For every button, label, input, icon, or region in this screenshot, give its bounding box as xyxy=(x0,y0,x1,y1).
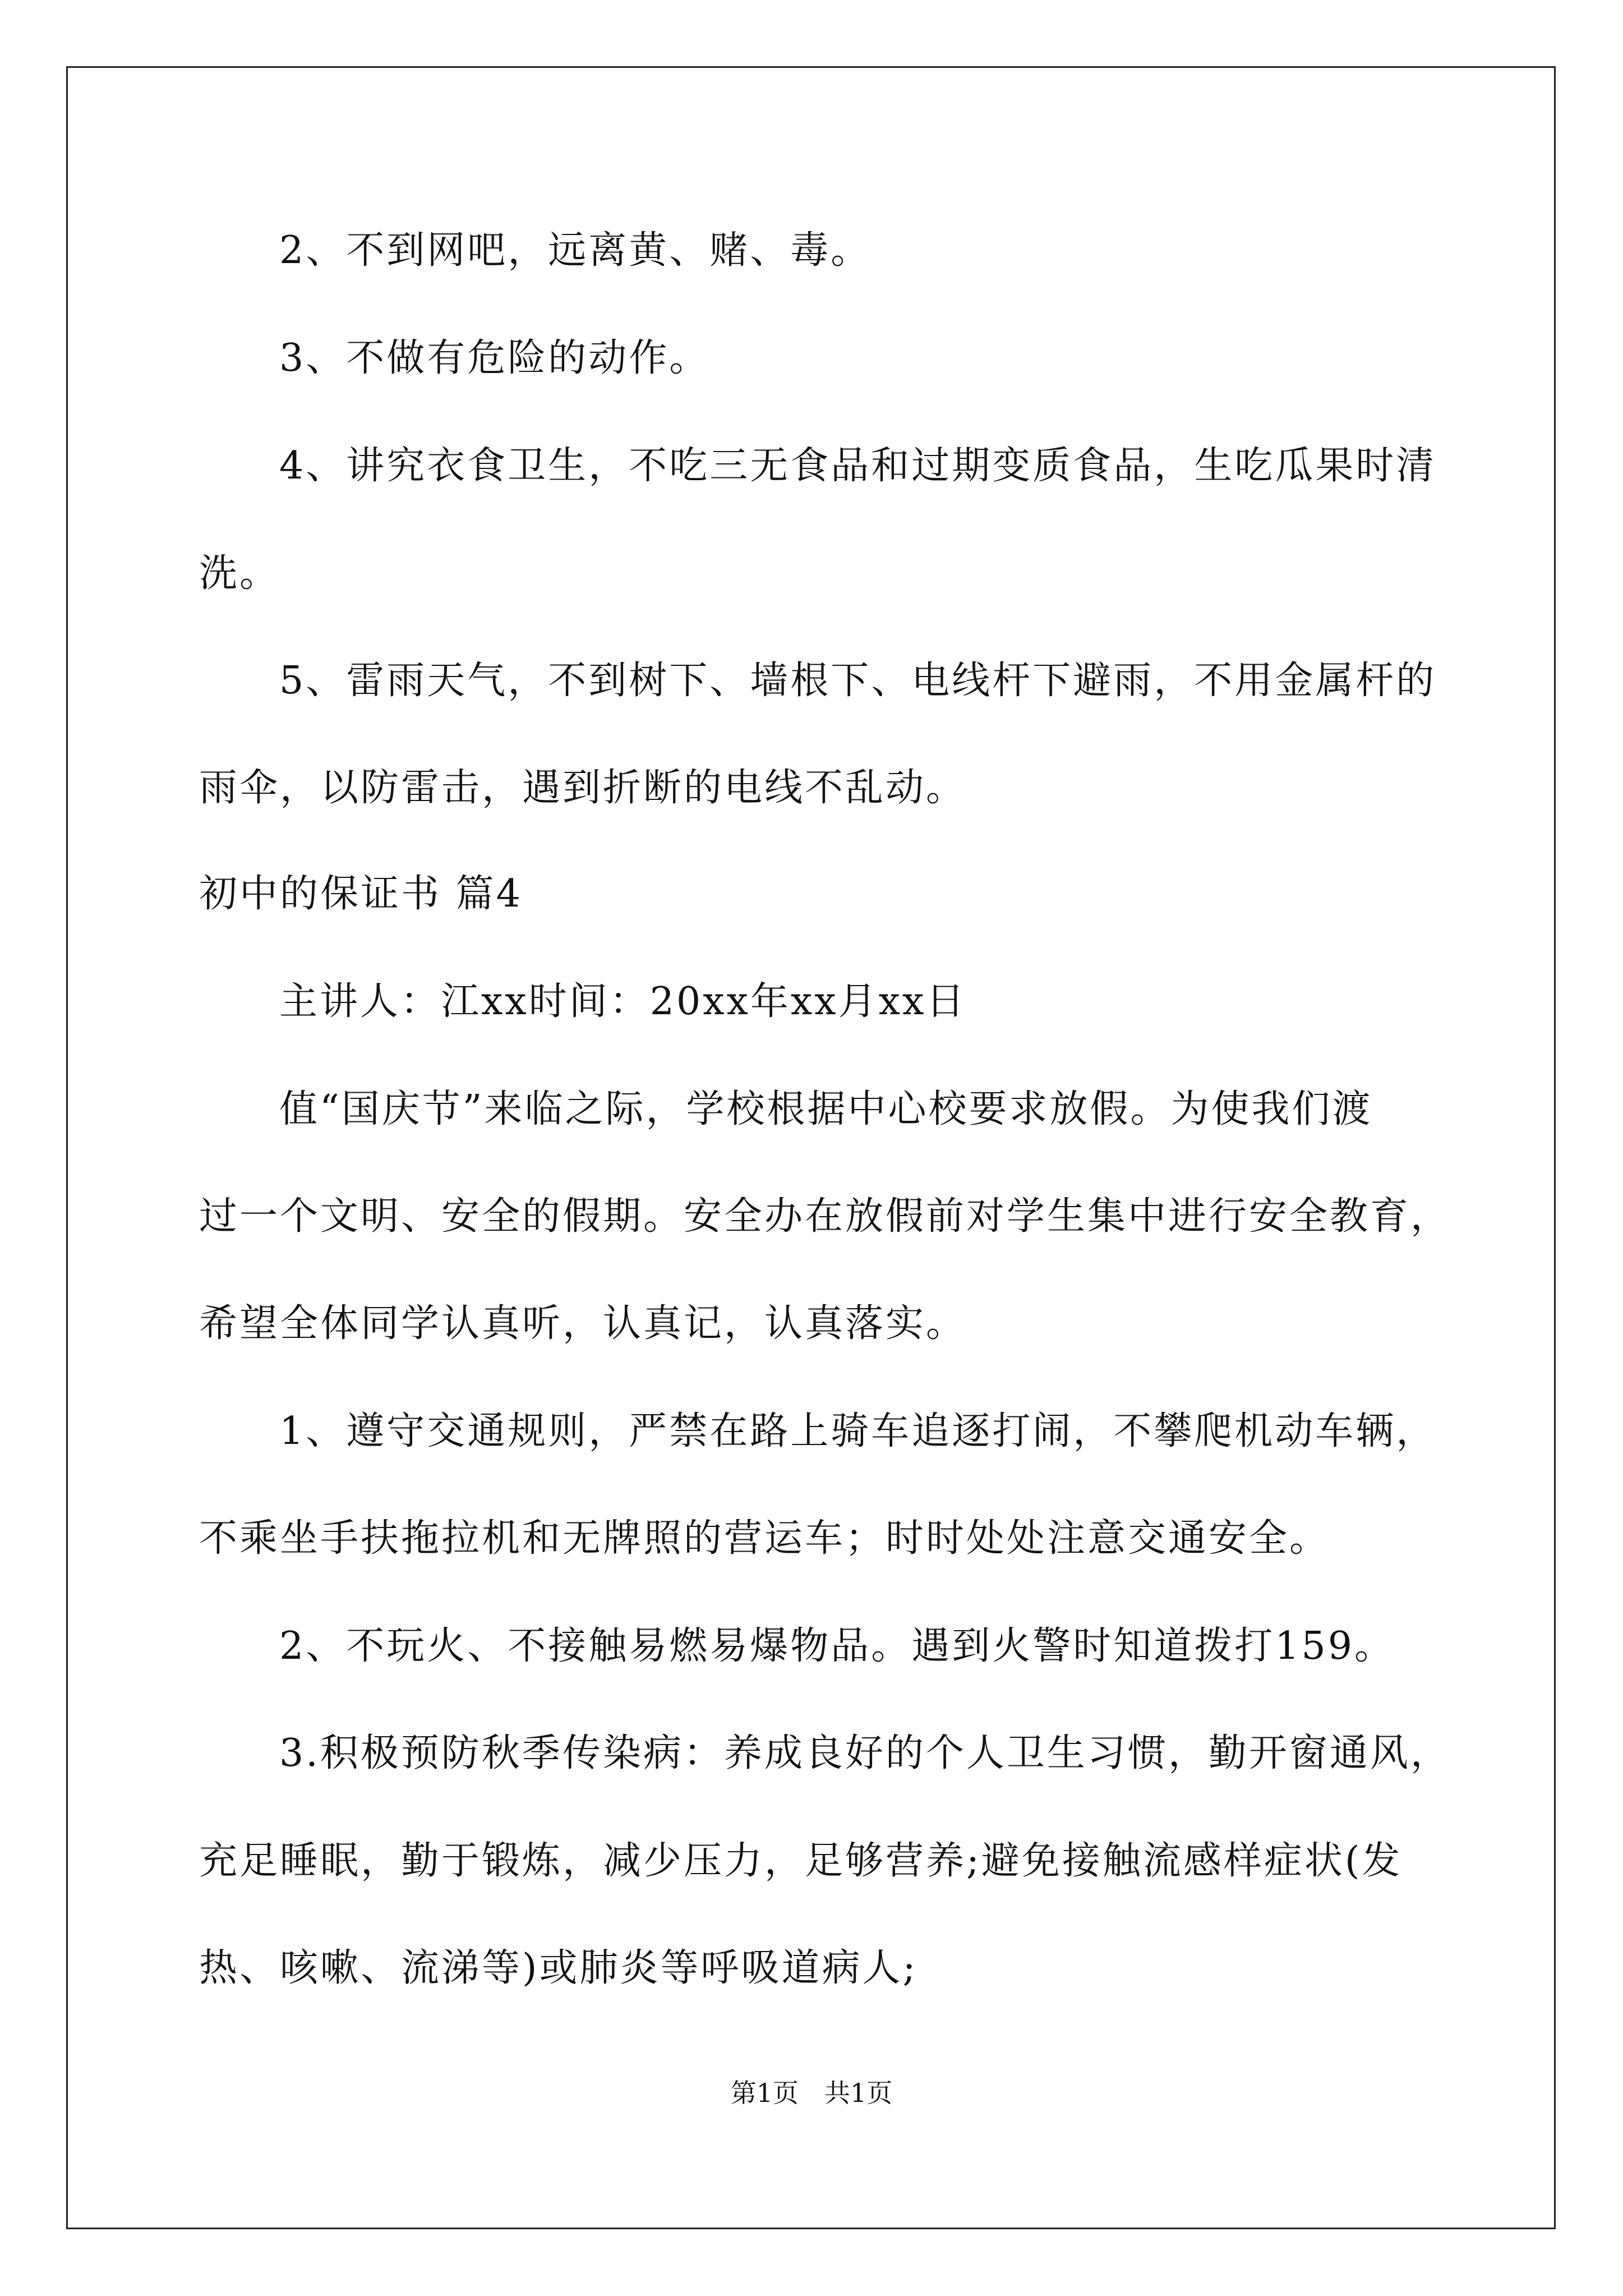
paragraph-line: 4、讲究衣食卫生，不吃三无食品和过期变质食品，生吃瓜果时清 xyxy=(279,444,1437,488)
paragraph-line: 洗。 xyxy=(199,551,280,596)
paragraph-line: 值“国庆节”来临之际，学校根据中心校要求放假。为使我们渡 xyxy=(279,1087,1373,1131)
paragraph-line: 不乘坐手扶拖拉机和无牌照的营运车；时时处处注意交通安全。 xyxy=(199,1516,1330,1561)
paragraph-line: 希望全体同学认真听，认真记，认真落实。 xyxy=(199,1301,967,1346)
page-border xyxy=(66,66,1556,2229)
paragraph-line: 主讲人：江xx时间：20xx年xx月xx日 xyxy=(279,979,967,1024)
paragraph-line: 雨伞，以防雷击，遇到折断的电线不乱动。 xyxy=(199,766,967,810)
paragraph-line: 2、不玩火、不接触易燃易爆物品。遇到火警时知道拨打159。 xyxy=(279,1624,1395,1668)
paragraph-line: 3.积极预防秋季传染病：养成良好的个人卫生习惯，勤开窗通风， xyxy=(279,1731,1451,1775)
paragraph-line: 充足睡眠，勤于锻炼，减少压力，足够营养;避免接触流感样症状(发 xyxy=(199,1839,1403,1883)
paragraph-line: 过一个文明、安全的假期。安全办在放假前对学生集中进行安全教育， xyxy=(199,1194,1451,1239)
paragraph-line: 3、不做有危险的动作。 xyxy=(279,336,710,380)
paragraph-line: 5、雷雨天气，不到树下、墙根下、电线杆下避雨，不用金属杆的 xyxy=(279,659,1437,703)
paragraph-line: 1、遵守交通规则，严禁在路上骑车追逐打闹，不攀爬机动车辆， xyxy=(279,1409,1437,1453)
page-footer: 第1页 共1页 xyxy=(730,2078,893,2108)
paragraph-line: 热、咳嗽、流涕等)或肺炎等呼吸道病人; xyxy=(199,1946,918,1990)
paragraph-line: 2、不到网吧，远离黄、赌、毒。 xyxy=(279,228,872,273)
section-heading: 初中的保证书 篇4 xyxy=(199,872,523,916)
